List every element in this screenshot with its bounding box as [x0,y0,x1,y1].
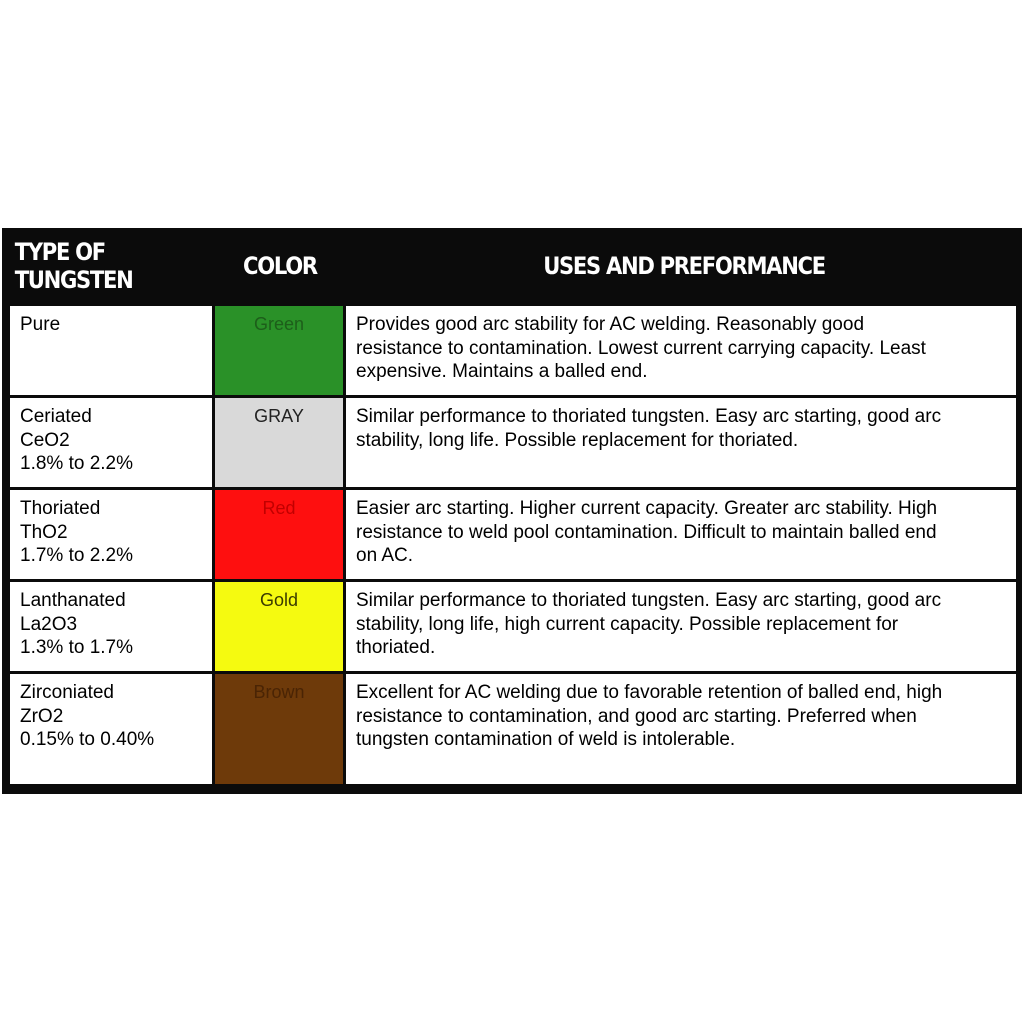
color-swatch-cell [215,398,343,487]
uses-text-line: expensive. Maintains a balled end. [356,361,648,382]
uses-and-performance-cell [346,490,1016,579]
tungsten-type-line: ThO2 [20,521,68,543]
header-uses-and-performance: USES AND PREFORMANCE [543,251,825,280]
uses-and-performance-cell [346,398,1016,487]
uses-text-line: Excellent for AC welding due to favorable retention of balled end, high [356,682,943,703]
table-header [2,228,1022,303]
tungsten-type-line: Ceriated [20,406,92,427]
uses-text-line: on AC. [356,545,414,566]
uses-text-line: tungsten contamination of weld is intolerable. [356,729,736,750]
tungsten-type-line: La2O3 [20,613,78,635]
table-row [2,582,1022,671]
uses-text-line: stability, long life, high current capacity. Possible replacement for [356,613,899,635]
uses-text-line: Provides good arc stability for AC welding. Reasonably good [356,314,865,335]
color-name: Gold [259,590,299,610]
tungsten-type-line: Zirconiated [20,682,114,703]
color-name: Red [262,498,296,518]
tungsten-type-cell [10,674,212,784]
header-color: COLOR [243,251,317,280]
table-row [2,674,1022,784]
tungsten-type-line: Thoriated [20,498,101,519]
color-swatch-cell [215,582,343,671]
tungsten-type-line: Pure [20,314,61,335]
color-name: Brown [253,682,305,702]
uses-and-performance-cell [346,674,1016,784]
tungsten-type-line: 1.3% to 1.7% [20,637,134,658]
tungsten-type-cell [10,582,212,671]
color-swatch-cell [215,490,343,579]
uses-text-line: resistance to weld pool contamination. Difficult to maintain balled end [356,521,937,543]
uses-text-line: resistance to contamination, and good arc starting. Preferred when [356,705,917,727]
tungsten-type-cell [10,398,212,487]
color-swatch-cell [215,674,343,784]
tungsten-type-line: Lanthanated [20,590,126,611]
tungsten-type-line: 0.15% to 0.40% [20,729,155,750]
table-row [2,398,1022,487]
tungsten-type-line: 1.8% to 2.2% [20,453,134,474]
table-row [2,490,1022,579]
tungsten-type-line: ZrO2 [20,705,64,727]
tungsten-table [2,228,1022,794]
tungsten-type-line: 1.7% to 2.2% [20,545,134,566]
tungsten-type-line: CeO2 [20,429,70,451]
uses-text-line: Similar performance to thoriated tungsten. Easy arc starting, good arc [356,590,942,611]
uses-text-line: resistance to contamination. Lowest current carrying capacity. Least [356,337,926,359]
color-swatch-cell [215,306,343,395]
uses-text-line: stability, long life. Possible replacement for thoriated. [356,429,799,451]
uses-text-line: thoriated. [356,637,436,658]
uses-text-line: Similar performance to thoriated tungsten. Easy arc starting, good arc [356,406,942,427]
uses-and-performance-cell [346,306,1016,395]
color-name: GRAY [254,406,304,426]
table-row [2,306,1022,395]
uses-text-line: Easier arc starting. Higher current capacity. Greater arc stability. High [356,498,938,519]
tungsten-type-cell [10,490,212,579]
tungsten-type-cell [10,306,212,395]
header-type-of-tungsten: TYPE OF TUNGSTEN [14,237,133,294]
color-name: Green [253,314,305,334]
uses-and-performance-cell [346,582,1016,671]
